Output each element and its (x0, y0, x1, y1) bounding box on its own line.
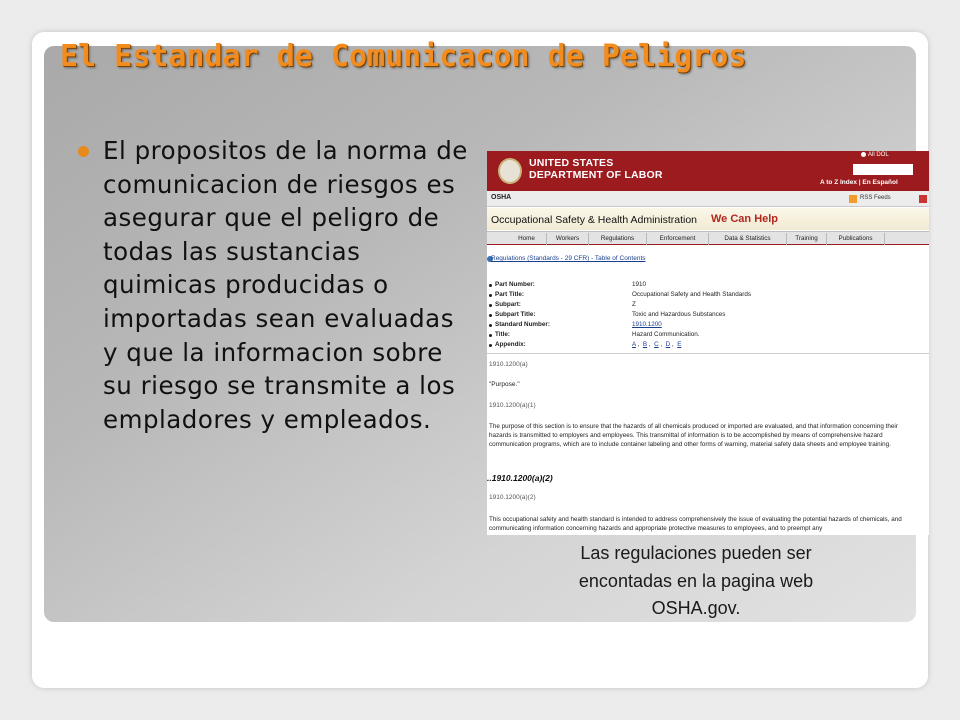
bullet-dot-icon (489, 304, 492, 307)
osha-bar (487, 191, 929, 207)
osha-nav (487, 231, 929, 245)
nav-publications[interactable]: Publications (827, 233, 885, 245)
meta-key: Standard Number: (495, 321, 550, 328)
bullet-dot-icon (489, 334, 492, 337)
radio-icon (861, 152, 866, 157)
reg-paragraph-a2: This occupational safety and health standard is intended to address comprehensively the issue of evaluating the potential hazards of chemicals, and communicating information concerning hazards and appropriate protective measures to employees, and to preempt any (489, 516, 902, 532)
image-caption: Las regulaciones pueden ser encontadas en la pagina web OSHA.gov. (578, 543, 814, 618)
nav-enforcement[interactable]: Enforcement (647, 233, 709, 245)
rss-icon[interactable] (849, 195, 857, 203)
bullet-dot-icon (489, 314, 492, 317)
print-icon[interactable] (919, 195, 927, 203)
meta-subpart-title (487, 311, 929, 321)
agency-line-2: DEPARTMENT OF LABOR (529, 169, 663, 181)
appendix-link-a[interactable]: A (632, 341, 636, 348)
meta-key: Subpart Title: (495, 311, 536, 318)
rss-feeds-link[interactable]: RSS Feeds (860, 195, 891, 201)
meta-key: Title: (495, 331, 510, 338)
meta-subpart (487, 301, 929, 311)
reg-id-a1: 1910.1200(a)(1) (489, 402, 536, 409)
reg-paragraph-a1: The purpose of this section is to ensure that the hazards of all chemicals produced or imported are evaluated, and that information concerning their hazards is transmitted to employers and employees. This transmittal of information is to be accomplished by means of comprehensive hazard communication programs, which are to include container labeling and other forms of warning, material safety data sheets and employee training. (489, 423, 898, 448)
meta-value: Toxic and Hazardous Substances (632, 311, 726, 318)
bullet-dot-icon (489, 294, 492, 297)
osha-page-title: Occupational Safety & Health Administration (491, 214, 698, 226)
meta-key: Subpart: (495, 301, 521, 308)
meta-value: Z (632, 301, 636, 308)
osha-website-screenshot (487, 151, 929, 535)
standard-number-link[interactable]: 1910.1200 (632, 321, 662, 328)
nav-home[interactable]: Home (507, 233, 547, 245)
meta-value: Occupational Safety and Health Standards (632, 291, 752, 298)
reg-id-a2: 1910.1200(a)(2) (489, 494, 536, 501)
appendix-link-e[interactable]: E (677, 341, 682, 348)
reg-id-a: 1910.1200(a) (489, 361, 528, 368)
bullet-dot-icon (489, 284, 492, 287)
we-can-help-link[interactable]: We Can Help (711, 213, 779, 225)
bullet-dot-icon (78, 146, 89, 157)
appendix-link-d[interactable]: D (665, 341, 671, 348)
appendix-link-b[interactable]: B (642, 341, 648, 348)
nav-data-statistics[interactable]: Data & Statistics (709, 233, 787, 245)
dol-agency-name (529, 157, 663, 181)
divider (487, 353, 929, 354)
nav-workers[interactable]: Workers (547, 233, 589, 245)
meta-key: Part Number: (495, 281, 535, 288)
bullet-dot-icon (489, 344, 492, 347)
meta-appendix (487, 341, 929, 351)
appendix-links: A , B , C , D , E (632, 341, 682, 348)
meta-value: 1910 (632, 281, 647, 288)
reg-heading-a2: ..1910.1200(a)(2) (487, 473, 553, 483)
agency-line-1: UNITED STATES (529, 157, 614, 169)
dol-top-links[interactable]: A to Z Index | En Español (820, 179, 898, 186)
meta-key: Appendix: (495, 341, 526, 348)
slide-title: El Estandar de Comunicacon de Peligros (60, 39, 747, 74)
nav-training[interactable]: Training (787, 233, 827, 245)
meta-title (487, 331, 929, 341)
dol-search-input[interactable] (853, 164, 913, 175)
all-dol-label: All DOL (868, 152, 889, 159)
meta-part-title (487, 291, 929, 301)
bullet-dot-icon (489, 324, 492, 327)
nav-regulations[interactable]: Regulations (589, 233, 647, 245)
meta-standard-number (487, 321, 929, 331)
dol-header (487, 151, 929, 191)
breadcrumb[interactable]: Regulations (Standards - 29 CFR) - Table of Contents (491, 255, 646, 262)
meta-part-number (487, 281, 929, 291)
meta-key: Part Title: (495, 291, 524, 298)
meta-value: Hazard Communication. (632, 331, 700, 338)
osha-title-row (487, 208, 929, 230)
dol-seal-logo (498, 158, 522, 184)
purpose-label: "Purpose." (489, 381, 520, 388)
all-dol-option[interactable] (861, 152, 889, 158)
bullet-text: El propositos de la norma de comunicacion de riesgos es asegurar que el peligro de todas las sustancias quimicas producidas o importadas sean evaluadas y que la informacion sobre su riesgo se transmite a los empladores y empleados. (103, 136, 468, 434)
appendix-link-c[interactable]: C (654, 341, 659, 348)
osha-label: OSHA (491, 194, 512, 201)
